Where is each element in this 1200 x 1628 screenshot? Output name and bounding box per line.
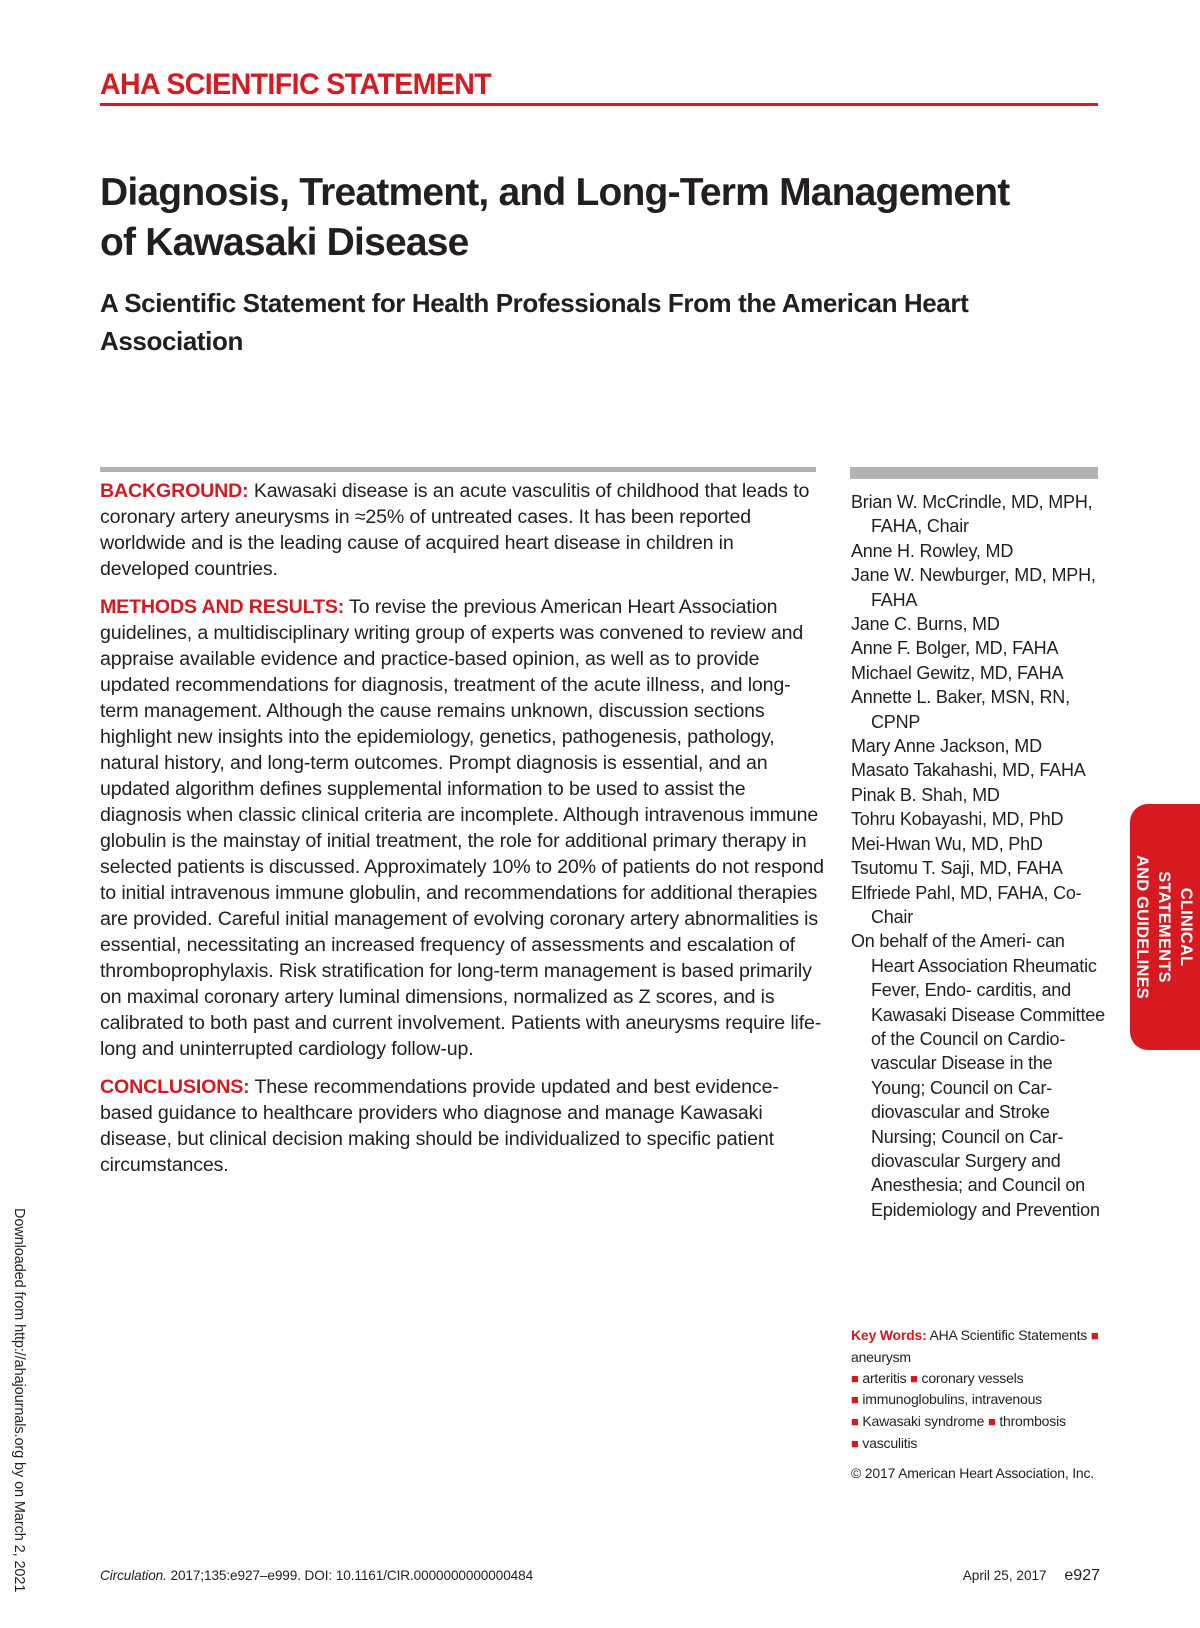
section-tab-line-2: AND GUIDELINES xyxy=(1133,855,1151,999)
journal-name: Circulation. xyxy=(100,1568,167,1583)
article-title xyxy=(100,168,1110,268)
footer-citation xyxy=(100,1567,700,1585)
conclusions-text: These recommendations provide updated and best evidence-based guidance to healthcare providers who diagnose and manage Kawasaki disease, but clinical decision making should be individualized to specific patient circumstances. xyxy=(100,1076,779,1176)
keyword[interactable]: immunoglobulins, intravenous xyxy=(862,1391,1042,1408)
square-bullet-icon: ■ xyxy=(1090,1328,1099,1343)
abstract-background xyxy=(100,478,825,582)
author-item: Michael Gewitz, MD, FAHA xyxy=(851,662,1064,683)
author-item: Annette L. Baker, MSN, RN, CPNP xyxy=(851,687,1070,732)
square-bullet-icon: ■ xyxy=(851,1392,859,1408)
author-item: Elfriede Pahl, MD, FAHA, Co-Chair xyxy=(851,882,1082,927)
author-item: Mei-Hwan Wu, MD, PhD xyxy=(851,833,1043,854)
keyword[interactable]: Kawasaki syndrome xyxy=(862,1413,985,1430)
square-bullet-icon: ■ xyxy=(987,1414,996,1430)
keyword[interactable]: vasculitis xyxy=(862,1434,918,1451)
author-item: Tohru Kobayashi, MD, PhD xyxy=(851,809,1064,830)
article-title-line-1: Diagnosis, Treatment, and Long-Term Management xyxy=(100,171,1010,214)
article-subtitle xyxy=(100,284,1100,360)
statement-type-banner xyxy=(100,70,1098,106)
background-text: Kawasaki disease is an acute vasculitis of childhood that leads to coronary artery aneurysms in ≈25% of untreated cases. It has been reported worldwide and is the leading cause of acquired heart disease in children in developed countries. xyxy=(100,480,810,580)
statement-type-label: AHA SCIENTIFIC STATEMENT xyxy=(100,68,492,101)
keyword[interactable]: thrombosis xyxy=(999,1413,1066,1430)
page-number: e927 xyxy=(1064,1567,1100,1584)
footer-date-page xyxy=(900,1567,1100,1585)
copyright-notice: © 2017 American Heart Association, Inc. xyxy=(851,1465,1094,1481)
square-bullet-icon: ■ xyxy=(851,1370,859,1386)
author-item: Tsutomu T. Saji, MD, FAHA xyxy=(851,858,1063,879)
author-list xyxy=(851,490,1111,1222)
article-title-line-2: of Kawasaki Disease xyxy=(100,221,469,264)
abstract xyxy=(100,478,825,1190)
methods-results-text: To revise the previous American Heart Association guidelines, a multidisciplinary writing group of experts was convened to review and appraise available evidence and practice-based opinion, as well as to provide updated recommendations for diagnosis, treatment of the acute illness, and long-term management. Although the cause remains unknown, discussion sections highlight new insights into the epidemiology, genetics, pathogenesis, pathology, natural history, and long-term outcomes. Prompt diagnosis is essential, and an updated algorithm defines supplemental information to be used to assist the diagnosis when classic clinical criteria are incomplete. Although intravenous immune globulin is the mainstay of initial treatment, the role for additional primary therapy in selected patients is discussed. Approximately 10% to 20% of patients do not respond to initial intravenous immune globulin, and recommendations for additional therapies are provided. Careful initial management of evolving coronary artery abnormalities is essential, necessitating an increased frequency of assessments and escalation of thromboprophylaxis. Risk stratification for long-term management is based primarily on maximal coronary artery luminal dimensions, normalized as Z scores, and is calibrated to both past and current involvement. Patients with aneurysms require life-long and uninterrupted cardiology follow-up. xyxy=(100,596,824,1060)
author-item: Pinak B. Shah, MD xyxy=(851,784,1000,805)
author-affiliation: On behalf of the Ameri- can Heart Association Rheumatic Fever, Endo- carditis, and Kawasaki Disease Committee of the Council on Cardio- vascular Disease in the Young; Council on Car- diovascular and Stroke Nursing; Council on Car- diovascular Surgery and Anesthesia; and Council on Epidemiology and Prevention xyxy=(851,931,1105,1220)
author-item: Jane C. Burns, MD xyxy=(851,614,1000,635)
section-tab-label xyxy=(1133,832,1197,1022)
keyword[interactable]: arteritis xyxy=(862,1369,907,1386)
abstract-conclusions xyxy=(100,1074,825,1178)
background-label: BACKGROUND: xyxy=(100,480,249,502)
author-item: Anne H. Rowley, MD xyxy=(851,540,1014,561)
keyword[interactable]: AHA Scientific Statements xyxy=(929,1327,1088,1343)
square-bullet-icon: ■ xyxy=(851,1414,859,1430)
conclusions-label: CONCLUSIONS: xyxy=(100,1076,250,1098)
article-subtitle-line-2: Association xyxy=(100,326,243,356)
keyword[interactable]: aneurysm xyxy=(851,1348,911,1365)
square-bullet-icon: ■ xyxy=(851,1435,859,1451)
abstract-top-rule xyxy=(100,467,816,472)
download-watermark: Downloaded from http://ahajournals.org by on March 2, 2021 xyxy=(11,1208,27,1593)
abstract-methods-results xyxy=(100,594,825,1062)
author-item: Brian W. McCrindle, MD, MPH, FAHA, Chair xyxy=(851,492,1093,537)
methods-results-label: METHODS AND RESULTS: xyxy=(100,596,345,618)
keyword[interactable]: coronary vessels xyxy=(921,1369,1024,1386)
section-tab-line-1: CLINICAL STATEMENTS xyxy=(1155,871,1195,983)
publication-date: April 25, 2017 xyxy=(962,1568,1047,1583)
article-subtitle-line-1: A Scientific Statement for Health Professionals From the American Heart xyxy=(100,288,969,318)
sidebar-top-rule xyxy=(850,467,1098,479)
author-item: Jane W. Newburger, MD, MPH, FAHA xyxy=(851,565,1096,610)
author-item: Mary Anne Jackson, MD xyxy=(851,736,1042,757)
author-item: Masato Takahashi, MD, FAHA xyxy=(851,760,1086,781)
author-item: Anne F. Bolger, MD, FAHA xyxy=(851,638,1059,659)
citation-text: 2017;135:e927–e999. DOI: 10.1161/CIR.0000000000000484 xyxy=(170,1568,534,1583)
keywords-label: Key Words: xyxy=(851,1327,927,1343)
keywords xyxy=(851,1325,1111,1455)
square-bullet-icon: ■ xyxy=(910,1370,918,1386)
